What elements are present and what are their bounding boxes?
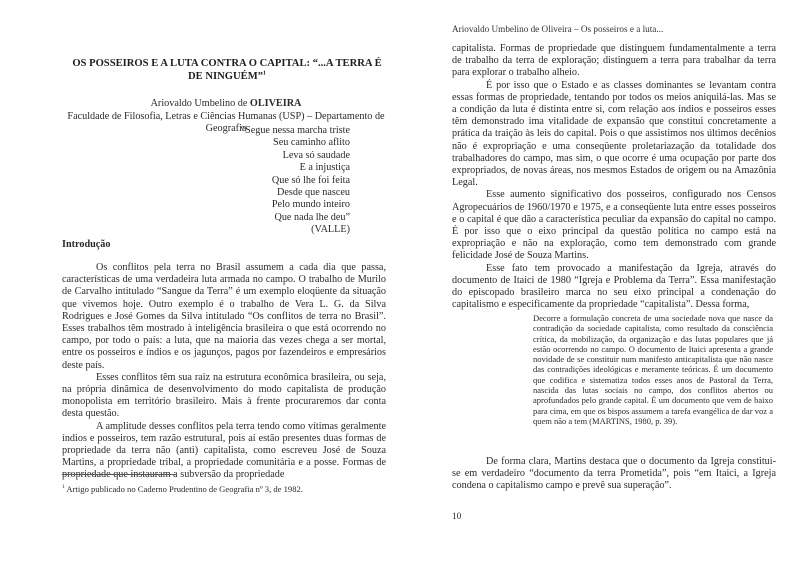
page-number: 10 — [452, 511, 462, 521]
section-heading: Introdução — [62, 239, 111, 250]
footnote — [62, 482, 303, 494]
right-body-text — [452, 43, 776, 311]
paragraph: capitalista. Formas de propriedade que distinguem fundamentalmente a terra de trabalho da terra de exploração; distinguem a terra para trabalhar da terra para explorar o trabalho alheio. — [452, 43, 776, 79]
paragraph: É por isso que o Estado e as classes dominantes se levantam contra essas formas de propriedade, tentando por todos os meios aniquilá-las. Mas se a condição da luta é distinta entre si, com relação aos índios e posseiros esses têm demonstrado ima vitalidade de expansão que constitui concretamente a prática da traição às leis do capital. Pois o que assistimos nos últimos decênios não é expropriação e uma conseqüente proletariazação da totalidade dos trabalhadores do campo, mas sim, o que ocorre é uma ocupação por parte dos expropriados, de novas áreas, nos mesmos Estados de origem ou na Amazônia Legal. — [452, 79, 776, 189]
epigraph-line: E a injustiça — [299, 162, 350, 174]
epigraph-line: Que nada lhe deu” — [274, 211, 350, 223]
block-quote: Decorre a formulação concreta de uma sociedade nova que nasce da contradição da sociedade capitalista, como resultado da consciência crítica, da mobilização, da organização e das lutas populares que já estão ocorrendo no campo. O documento de Itaici apresenta a grande novidade de se constituir num manifesto anticapitalista que não nasce das contradições ideológicas e meramente teóricas. É um documento que codifica e sistematiza todos esses anos de Pastoral da Terra, nascida das lutas sociais no campo, dos conflitos abertos ou aprofundados pelo grande capital. É um documento que vem de baixo para cima, em que os bispos assumem a tarefa evangélica de dar voz a quem não a tem (MARTINS, 1980, p. 39). — [533, 313, 773, 426]
title-footnote-mark: 1 — [263, 70, 267, 77]
footnote-text: Artigo publicado no Caderno Prudentino de Geografia nº 3, de 1982. — [64, 483, 303, 494]
article-title-text: OS POSSEIROS E A LUTA CONTRA O CAPITAL: “...A TERRA É DE NINGUÉM” — [72, 58, 382, 82]
paragraph: A amplitude desses conflitos pela terra tendo como vítimas geralmente índios e posseiros, tem razão estrutural, pois aí estão presentes duas formas de propriedade da terra não (anti) capitalista, como escreveu José de Souza Martins, a propriedade tribal, a propriedade comunitária e a posse. Formas de propriedade que instauram a subversão da propriedade — [62, 420, 386, 481]
closing-text — [452, 456, 776, 493]
footnote-mark: 1 — [62, 484, 65, 490]
running-header: Ariovaldo Umbelino de Oliveira – Os posseiros e a luta... — [452, 24, 664, 34]
article-title — [68, 57, 386, 83]
author-name — [58, 98, 394, 111]
epigraph-line: Pelo mundo inteiro — [271, 199, 350, 211]
paragraph: Esse fato tem provocado a manifestação da Igreja, através do documento de Itaici de 1980 “Igreja e Problema da Terra”. Essa manifestação do episcopado brasileiro marca no seu eixo principal a condenação do capitalismo e especificamente da propriedade “capitalista”. Dessa forma, — [452, 262, 776, 311]
paragraph: Os conflitos pela terra no Brasil assumem a cada dia que passa, características de uma verdadeira luta armada no campo. O trabalho de Murilo de Carvalho intitulado “Sangue da Terra” é um exemplo eloqüente da situação que vivemos hoje. Outro exemplo é o trabalho de Vera L. G. da Silva Rodrigues e José Gomes da Silva intitulado “Os conflitos de terra no Brasil”. Esses trabalhos têm mostrado à inteligência brasileira o que está ocorrendo no campo, por todo o país: a luta, que na maioria das vezes chega a ser mortal, entre os posseiros e índios e os jagunços, pagos por fazendeiros e empresários deste país. — [62, 262, 386, 371]
epigraph — [200, 125, 350, 237]
footnote-divider — [62, 474, 177, 475]
author-surname: OLIVEIRA — [249, 98, 302, 109]
epigraph-line: Desde que nasceu — [277, 187, 350, 199]
author-affiliation: Faculdade de Filosofia, Letras e Ciências Humanas (USP) – Departamento de Geografia — [67, 110, 385, 134]
paragraph: Esse aumento significativo dos posseiros, configurado nos Censos Agropecuários de 1960/1970 e 1975, e a conseqüente luta entre esses posseiros e o capital é que dão a característica peculiar da expansão do capital no campo. É por isso que o eixo principal da questão política no campo está na expropriação e não na exploração, como tem demonstrado com grande felicidade José de Souza Martins. — [452, 189, 776, 262]
epigraph-line: “Segue nessa marcha triste — [240, 125, 350, 136]
epigraph-line: Que só lhe foi feita — [271, 174, 350, 186]
paragraph: De forma clara, Martins destaca que o documento da Igreja constitui-se em verdadeiro “documento da terra Prometida”, pois “em Itaici, a Igreja condena o capitalismo campo e prevê sua superação”. — [452, 456, 776, 492]
paragraph: Esses conflitos têm sua raiz na estrutura econômica brasileira, ou seja, na própria dinâmica de desenvolvimento do modo capitalista de produção monopolista em território brasileiro. Mais à frente procuraremos dar conta desta questão. — [62, 371, 386, 420]
epigraph-line: Seu caminho aflito — [273, 137, 350, 149]
epigraph-line: Leva só saudade — [282, 149, 350, 161]
left-body-text — [62, 262, 386, 482]
author-given-names: Ariovaldo Umbelino de — [150, 98, 250, 109]
epigraph-attribution: (VALLE) — [311, 224, 350, 236]
